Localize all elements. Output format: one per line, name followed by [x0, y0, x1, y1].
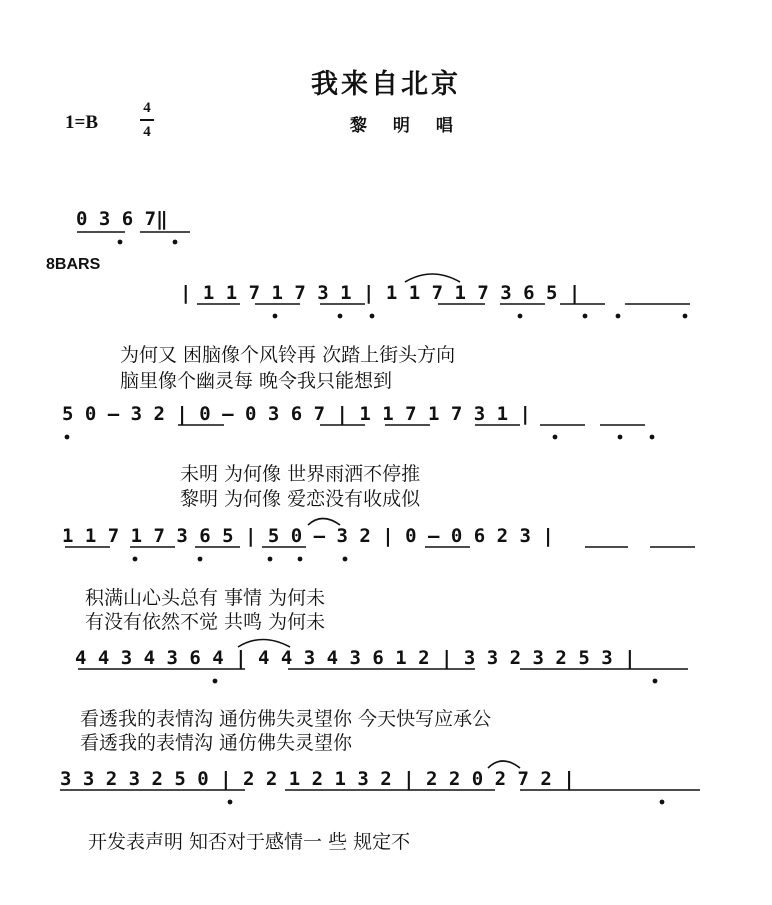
tie-arc: [405, 274, 460, 282]
tie-arcs: [238, 274, 520, 768]
octave-dot: [553, 435, 558, 440]
system-1-lyrics-verse-1: 为何又 困脑像个风铃再 次踏上街头方向: [120, 344, 456, 366]
system-2-lyrics-verse-1: 未明 为何像 世界雨洒不停推: [180, 463, 421, 485]
octave-dot: [653, 679, 658, 684]
octave-dot: [650, 435, 655, 440]
beam-lines: [60, 232, 700, 790]
time-signature-bottom: 4: [143, 124, 151, 140]
octave-dot: [618, 435, 623, 440]
tie-arc: [308, 519, 340, 526]
system-3-lyrics-verse-1: 积满山心头总有 事情 为何未: [85, 587, 326, 609]
system-5-notes: 3 3 2 3 2 5 0 | 2 2 1 2 1 3 2 | 2 2 0 2 7 2 |: [60, 768, 575, 790]
octave-dot: [338, 314, 343, 319]
tie-arc: [488, 761, 520, 768]
key-signature: 1=B: [65, 112, 98, 133]
tie-arc: [238, 640, 290, 648]
octave-dot: [370, 314, 375, 319]
system-4-lyrics-verse-2: 看透我的表情沟 通仿佛失灵望你: [80, 732, 353, 754]
octave-dot: [268, 557, 273, 562]
octave-dot: [683, 314, 688, 319]
octave-dot: [518, 314, 523, 319]
system-4-notes: 4 4 3 4 3 6 4 | 4 4 3 4 3 6 1 2 | 3 3 2 3 2 5 3 |: [75, 647, 636, 669]
intro-notes: 0 3 6 7‖: [76, 208, 168, 230]
octave-dot: [133, 557, 138, 562]
bars-label: 8BARS: [46, 256, 101, 273]
octave-dots: [65, 240, 688, 805]
time-signature-top: 4: [143, 100, 151, 116]
song-title: 我来自北京: [311, 69, 461, 100]
octave-dot: [583, 314, 588, 319]
system-3-notes: 1 1 7 1 7 3 6 5 | 5 0 — 3 2 | 0 — 0 6 2 3 |: [62, 525, 554, 547]
octave-dot: [660, 800, 665, 805]
octave-dot: [198, 557, 203, 562]
octave-dot: [343, 557, 348, 562]
system-5-lyrics-verse-1: 开发表声明 知否对于感情一 些 规定不: [88, 831, 411, 853]
octave-dot: [118, 240, 123, 245]
system-2-lyrics-verse-2: 黎明 为何像 爱恋没有收成似: [180, 488, 421, 510]
octave-dot: [298, 557, 303, 562]
system-3-lyrics-verse-2: 有没有依然不觉 共鸣 为何未: [85, 611, 326, 633]
octave-dot: [173, 240, 178, 245]
octave-dot: [65, 435, 70, 440]
octave-dot: [213, 679, 218, 684]
system-4-lyrics-verse-1: 看透我的表情沟 通仿佛失灵望你 今天快写应承公: [80, 708, 492, 730]
octave-dot: [273, 314, 278, 319]
system-1-lyrics-verse-2: 脑里像个幽灵每 晚令我只能想到: [120, 370, 393, 392]
octave-dot: [616, 314, 621, 319]
singer-credit: 黎 明 唱: [350, 116, 463, 136]
octave-dot: [228, 800, 233, 805]
system-2-notes: 5 0 — 3 2 | 0 — 0 3 6 7 | 1 1 7 1 7 3 1 |: [62, 403, 531, 425]
system-1-notes: | 1 1 7 1 7 3 1 | 1 1 7 1 7 3 6 5 |: [180, 282, 581, 304]
